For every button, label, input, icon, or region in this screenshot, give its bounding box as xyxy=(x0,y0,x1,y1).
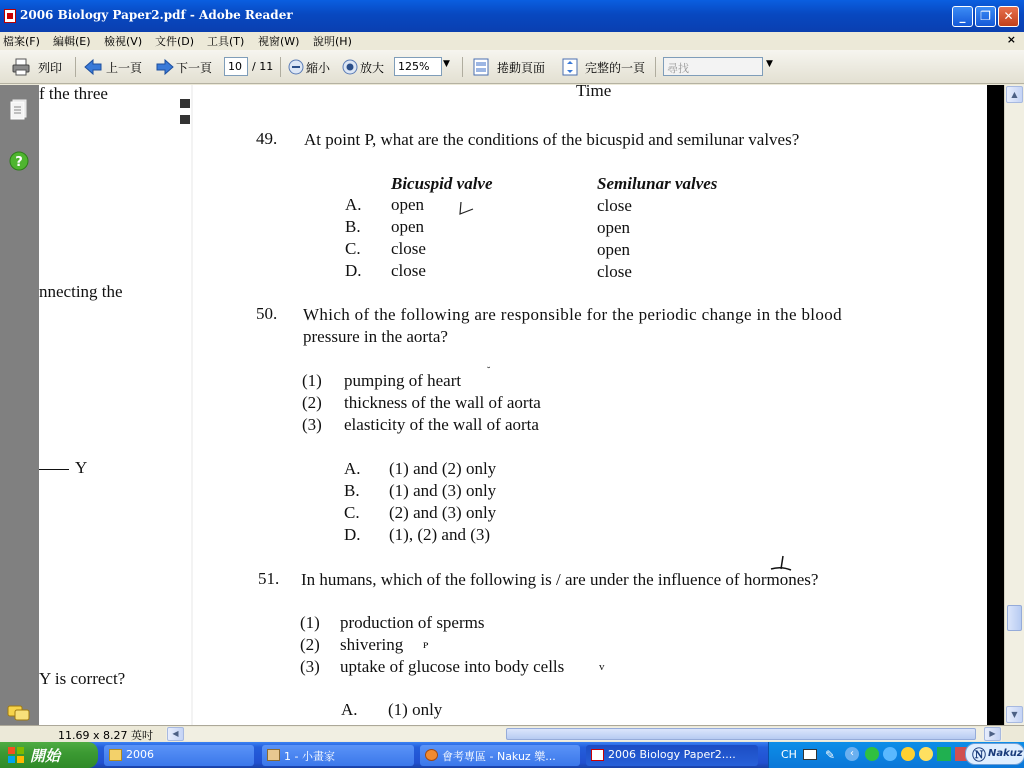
horizontal-scroll-thumb[interactable] xyxy=(506,728,976,740)
q51-statement-number: (2) xyxy=(300,635,320,654)
q51-statement: uptake of glucose into body cells xyxy=(340,657,565,676)
q50-number: 50. xyxy=(256,304,278,323)
messenger-icon[interactable] xyxy=(883,747,897,761)
network-icon[interactable] xyxy=(865,747,879,761)
q49-option-semilunar: open xyxy=(597,240,631,259)
zoom-out-button[interactable]: 縮小 xyxy=(306,61,331,75)
time-axis-label: Time xyxy=(576,85,612,100)
q49-option-letter: C. xyxy=(345,239,361,258)
menu-view[interactable]: 檢視(V) xyxy=(104,35,143,48)
menu-window[interactable]: 視窗(W) xyxy=(258,35,300,48)
title-bar xyxy=(0,0,1024,32)
document-page xyxy=(39,85,1004,725)
scroll-up-arrow-icon[interactable]: ▲ xyxy=(1006,86,1023,103)
q50-statement: pumping of heart xyxy=(344,371,462,390)
q51-statement-number: (3) xyxy=(300,657,320,676)
scroll-left-arrow-icon[interactable]: ◀ xyxy=(167,727,184,741)
navigation-panel xyxy=(0,85,39,725)
pen-tool-icon[interactable]: ✎ xyxy=(825,748,836,762)
previous-page-edge xyxy=(191,85,193,725)
q51-option-letter: A. xyxy=(341,700,358,719)
left-fragment-connecting: nnecting the xyxy=(39,282,123,301)
print-button[interactable]: 列印 xyxy=(38,61,63,75)
q49-number: 49. xyxy=(256,129,278,148)
q50-statement: elasticity of the wall of aorta xyxy=(344,415,539,434)
horizontal-scrollbar[interactable] xyxy=(166,727,1002,741)
keyboard-icon[interactable] xyxy=(803,749,817,760)
search-dropdown-arrow-icon[interactable]: ▼ xyxy=(766,59,773,69)
previous-page-button[interactable]: 上一頁 xyxy=(106,61,143,75)
task-folder-2006[interactable] xyxy=(104,745,254,766)
q49-option-semilunar: open xyxy=(597,218,631,237)
pdf-icon xyxy=(591,749,604,761)
nakuz-logo-icon: Ⓝ xyxy=(972,748,986,764)
next-page-button[interactable]: 下一頁 xyxy=(176,61,213,75)
restore-button[interactable]: ❐ xyxy=(975,6,996,27)
back-icon[interactable]: ‹ xyxy=(845,747,859,761)
q50-statement-number: (3) xyxy=(302,415,322,434)
pages-icon[interactable] xyxy=(9,99,29,121)
q51-question: In humans, which of the following is / are under the influence of hormones? xyxy=(301,570,819,589)
window-title: 2006 Biology Paper2.pdf - Adobe Reader xyxy=(20,8,293,22)
task-label: 2006 Biology Paper2.... xyxy=(608,748,736,761)
task-paint[interactable] xyxy=(262,745,414,766)
printer-icon[interactable] xyxy=(12,58,30,76)
pen-mark: ˘ xyxy=(487,366,491,377)
q49-option-letter: A. xyxy=(345,195,362,214)
q50-option-letter: B. xyxy=(344,481,360,500)
menu-edit[interactable]: 編輯(E) xyxy=(53,35,91,48)
q49-option-letter: D. xyxy=(345,261,362,280)
toolbar xyxy=(0,50,1024,84)
nakuz-label: Nakuz xyxy=(988,748,1023,759)
search-input[interactable]: 尋找 xyxy=(663,57,763,76)
qq-icon[interactable] xyxy=(901,747,915,761)
pen-mark: v xyxy=(599,661,605,673)
scroll-down-arrow-icon[interactable]: ▼ xyxy=(1006,706,1023,723)
q49-option-semilunar: close xyxy=(597,262,632,281)
handwritten-ink-mark xyxy=(769,555,793,573)
zoom-in-button[interactable]: 放大 xyxy=(360,61,385,75)
start-button[interactable] xyxy=(0,742,98,768)
q50-option-text: (1), (2) and (3) xyxy=(389,525,491,544)
language-indicator[interactable]: CH xyxy=(781,748,797,761)
windows-logo-icon xyxy=(8,747,25,763)
q51-option-text: (1) only xyxy=(388,700,443,719)
scroll-right-arrow-icon[interactable]: ▶ xyxy=(984,727,1001,741)
q50-option-letter: A. xyxy=(344,459,361,478)
handwritten-tick-mark xyxy=(457,200,477,218)
q49-column-semilunar: Semilunar valves xyxy=(597,174,718,193)
q50-statement: thickness of the wall of aorta xyxy=(344,393,541,412)
menu-file[interactable]: 檔案(F) xyxy=(3,35,40,48)
q49-option-bicuspid: open xyxy=(391,217,425,236)
help-icon[interactable] xyxy=(9,151,29,171)
left-fragment-three: f the three xyxy=(39,85,108,103)
q49-option-bicuspid: open xyxy=(391,195,425,214)
q50-option-letter: C. xyxy=(344,503,360,522)
diagram-line xyxy=(39,469,69,470)
page-number-input[interactable]: 10 xyxy=(224,57,248,76)
close-button[interactable]: ✕ xyxy=(998,6,1019,27)
vertical-scroll-thumb[interactable] xyxy=(1007,605,1022,631)
task-browser[interactable] xyxy=(420,745,580,766)
fit-page-icon[interactable] xyxy=(561,58,579,76)
start-label: 開始 xyxy=(30,747,61,765)
q49-question: At point P, what are the conditions of the bicuspid and semilunar valves? xyxy=(304,130,800,149)
vertical-scrollbar[interactable] xyxy=(1004,85,1024,725)
zoom-out-icon[interactable] xyxy=(288,59,304,75)
page-size-label: 11.69 x 8.27 英吋 xyxy=(58,729,153,742)
page-total: / 11 xyxy=(252,60,274,73)
scroll-page-button[interactable]: 捲動頁面 xyxy=(497,61,546,75)
q50-question-line1: Which of the following are responsible for the periodic change in the blood xyxy=(303,305,842,324)
nakuz-badge xyxy=(965,743,1024,765)
toolbar-separator xyxy=(655,57,656,77)
page-shadow xyxy=(987,85,1004,725)
q50-statement-number: (2) xyxy=(302,393,322,412)
scan-mark xyxy=(180,115,190,124)
zoom-level-select[interactable]: 125% xyxy=(394,57,442,76)
pen-mark: ᴘ xyxy=(423,637,429,651)
fit-page-button[interactable]: 完整的一頁 xyxy=(585,61,646,75)
folder-icon xyxy=(109,749,122,761)
menu-help[interactable]: 說明(H) xyxy=(313,35,352,48)
paint-icon xyxy=(267,749,280,761)
svg-text:?: ? xyxy=(15,155,23,170)
taskbar xyxy=(0,742,1024,768)
label-y: Y xyxy=(75,458,88,477)
system-tray xyxy=(768,742,1024,768)
zoom-dropdown-arrow-icon[interactable]: ▼ xyxy=(443,59,450,69)
q50-option-text: (1) and (3) only xyxy=(389,481,497,500)
q50-statement-number: (1) xyxy=(302,371,322,390)
q50-option-letter: D. xyxy=(344,525,361,544)
q49-option-semilunar: close xyxy=(597,196,632,215)
scan-mark xyxy=(180,99,190,108)
menu-tools[interactable]: 工具(T) xyxy=(207,35,245,48)
menu-bar xyxy=(0,32,1024,49)
chat-icon[interactable] xyxy=(919,747,933,761)
task-label: 2006 xyxy=(126,748,154,761)
scroll-page-icon[interactable] xyxy=(472,58,490,76)
q51-statement: production of sperms xyxy=(340,613,485,632)
document-close-icon[interactable]: × xyxy=(1006,33,1016,46)
q49-column-bicuspid: Bicuspid valve xyxy=(391,174,493,193)
task-adobe-reader[interactable] xyxy=(586,745,758,766)
left-fragment-correct: Y is correct? xyxy=(39,669,126,688)
task-label: 1 - 小畫家 xyxy=(284,750,335,763)
q49-option-bicuspid: close xyxy=(391,261,426,280)
comments-icon[interactable] xyxy=(7,705,31,723)
q50-question-line2: pressure in the aorta? xyxy=(303,327,448,346)
q50-option-text: (2) and (3) only xyxy=(389,503,497,522)
toolbar-separator xyxy=(462,57,463,77)
menu-document[interactable]: 文件(D) xyxy=(155,35,195,48)
q49-option-letter: B. xyxy=(345,217,361,236)
q49-option-bicuspid: close xyxy=(391,239,426,258)
minimize-button[interactable]: _ xyxy=(952,6,973,27)
right-arrow-icon[interactable] xyxy=(156,58,174,76)
toolbar-separator xyxy=(75,57,76,77)
antivirus-icon[interactable] xyxy=(937,747,951,761)
q51-statement-number: (1) xyxy=(300,613,320,632)
q51-statement: shivering xyxy=(340,635,404,654)
q50-option-text: (1) and (2) only xyxy=(389,459,497,478)
zoom-in-icon[interactable] xyxy=(342,59,358,75)
task-label: 會考專區 - Nakuz 樂... xyxy=(442,750,556,763)
browser-icon xyxy=(425,749,438,761)
left-arrow-icon[interactable] xyxy=(84,58,102,76)
pdf-app-icon xyxy=(4,9,16,23)
status-bar xyxy=(0,725,1024,742)
q51-number: 51. xyxy=(258,569,280,588)
toolbar-separator xyxy=(280,57,281,77)
